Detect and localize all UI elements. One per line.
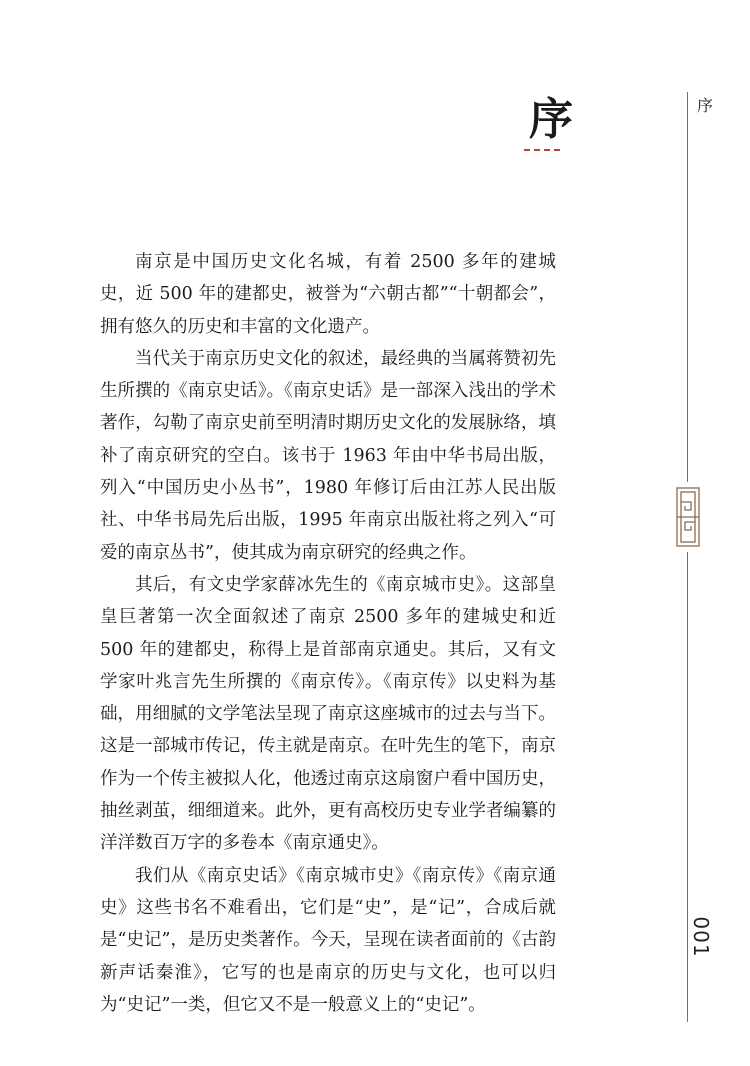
margin-rule-top — [687, 92, 688, 482]
margin-rule-bottom — [687, 552, 688, 1022]
paragraph-2: 当代关于南京历史文化的叙述，最经典的当属蒋赞初先生所撰的《南京史话》。《南京史话》是一部深入浅出的学术著作，勾勒了南京史前至明清时期历史文化的发展脉络，填补了南京研究的空白。该书于 1963 年由中华书局出版，列入“中国历史小丛书”，1980 年修订后由江苏人民出版社、中华书局先后出版，1995 年南京出版社将之列入“可爱的南京丛书”，使其成为南京研究的经典之作。 — [100, 348, 556, 563]
title-underline — [524, 149, 560, 151]
running-head: 序 — [696, 96, 713, 115]
chapter-title: 序 — [529, 94, 573, 145]
page-number: 001 — [689, 916, 713, 958]
paragraph-1: 南京是中国历史文化名城，有着 2500 多年的建城史，近 500 年的建都史，被誉为“六朝古都”“十朝都会”，拥有悠久的历史和丰富的文化遗产。 — [100, 252, 556, 337]
meander-ornament-icon — [670, 482, 706, 552]
paragraph-4: 我们从《南京史话》《南京城市史》《南京传》《南京通史》这些书名不难看出，它们是“史”，是“记”，合成后就是“史记”，是历史类著作。今天，呈现在读者面前的《古韵新声话秦淮》，它写的也是南京的历史与文化，也可以归为“史记”一类，但它又不是一般意义上的“史记”。 — [100, 865, 556, 1015]
body-text — [100, 246, 556, 1021]
paragraph-3: 其后，有文史学家薛冰先生的《南京城市史》。这部皇皇巨著第一次全面叙述了南京 2500 多年的建城史和近 500 年的建都史，称得上是首部南京通史。其后，又有文学家叶兆言先生所撰的《南京传》。《南京传》以史料为基础，用细腻的文学笔法呈现了南京这座城市的过去与当下。这是一部城市传记，传主就是南京。在叶先生的笔下，南京作为一个传主被拟人化，他透过南京这扇窗户看中国历史，抽丝剥茧，细细道来。此外，更有高校历史专业学者编纂的洋洋数百万字的多卷本《南京通史》。 — [100, 574, 556, 854]
